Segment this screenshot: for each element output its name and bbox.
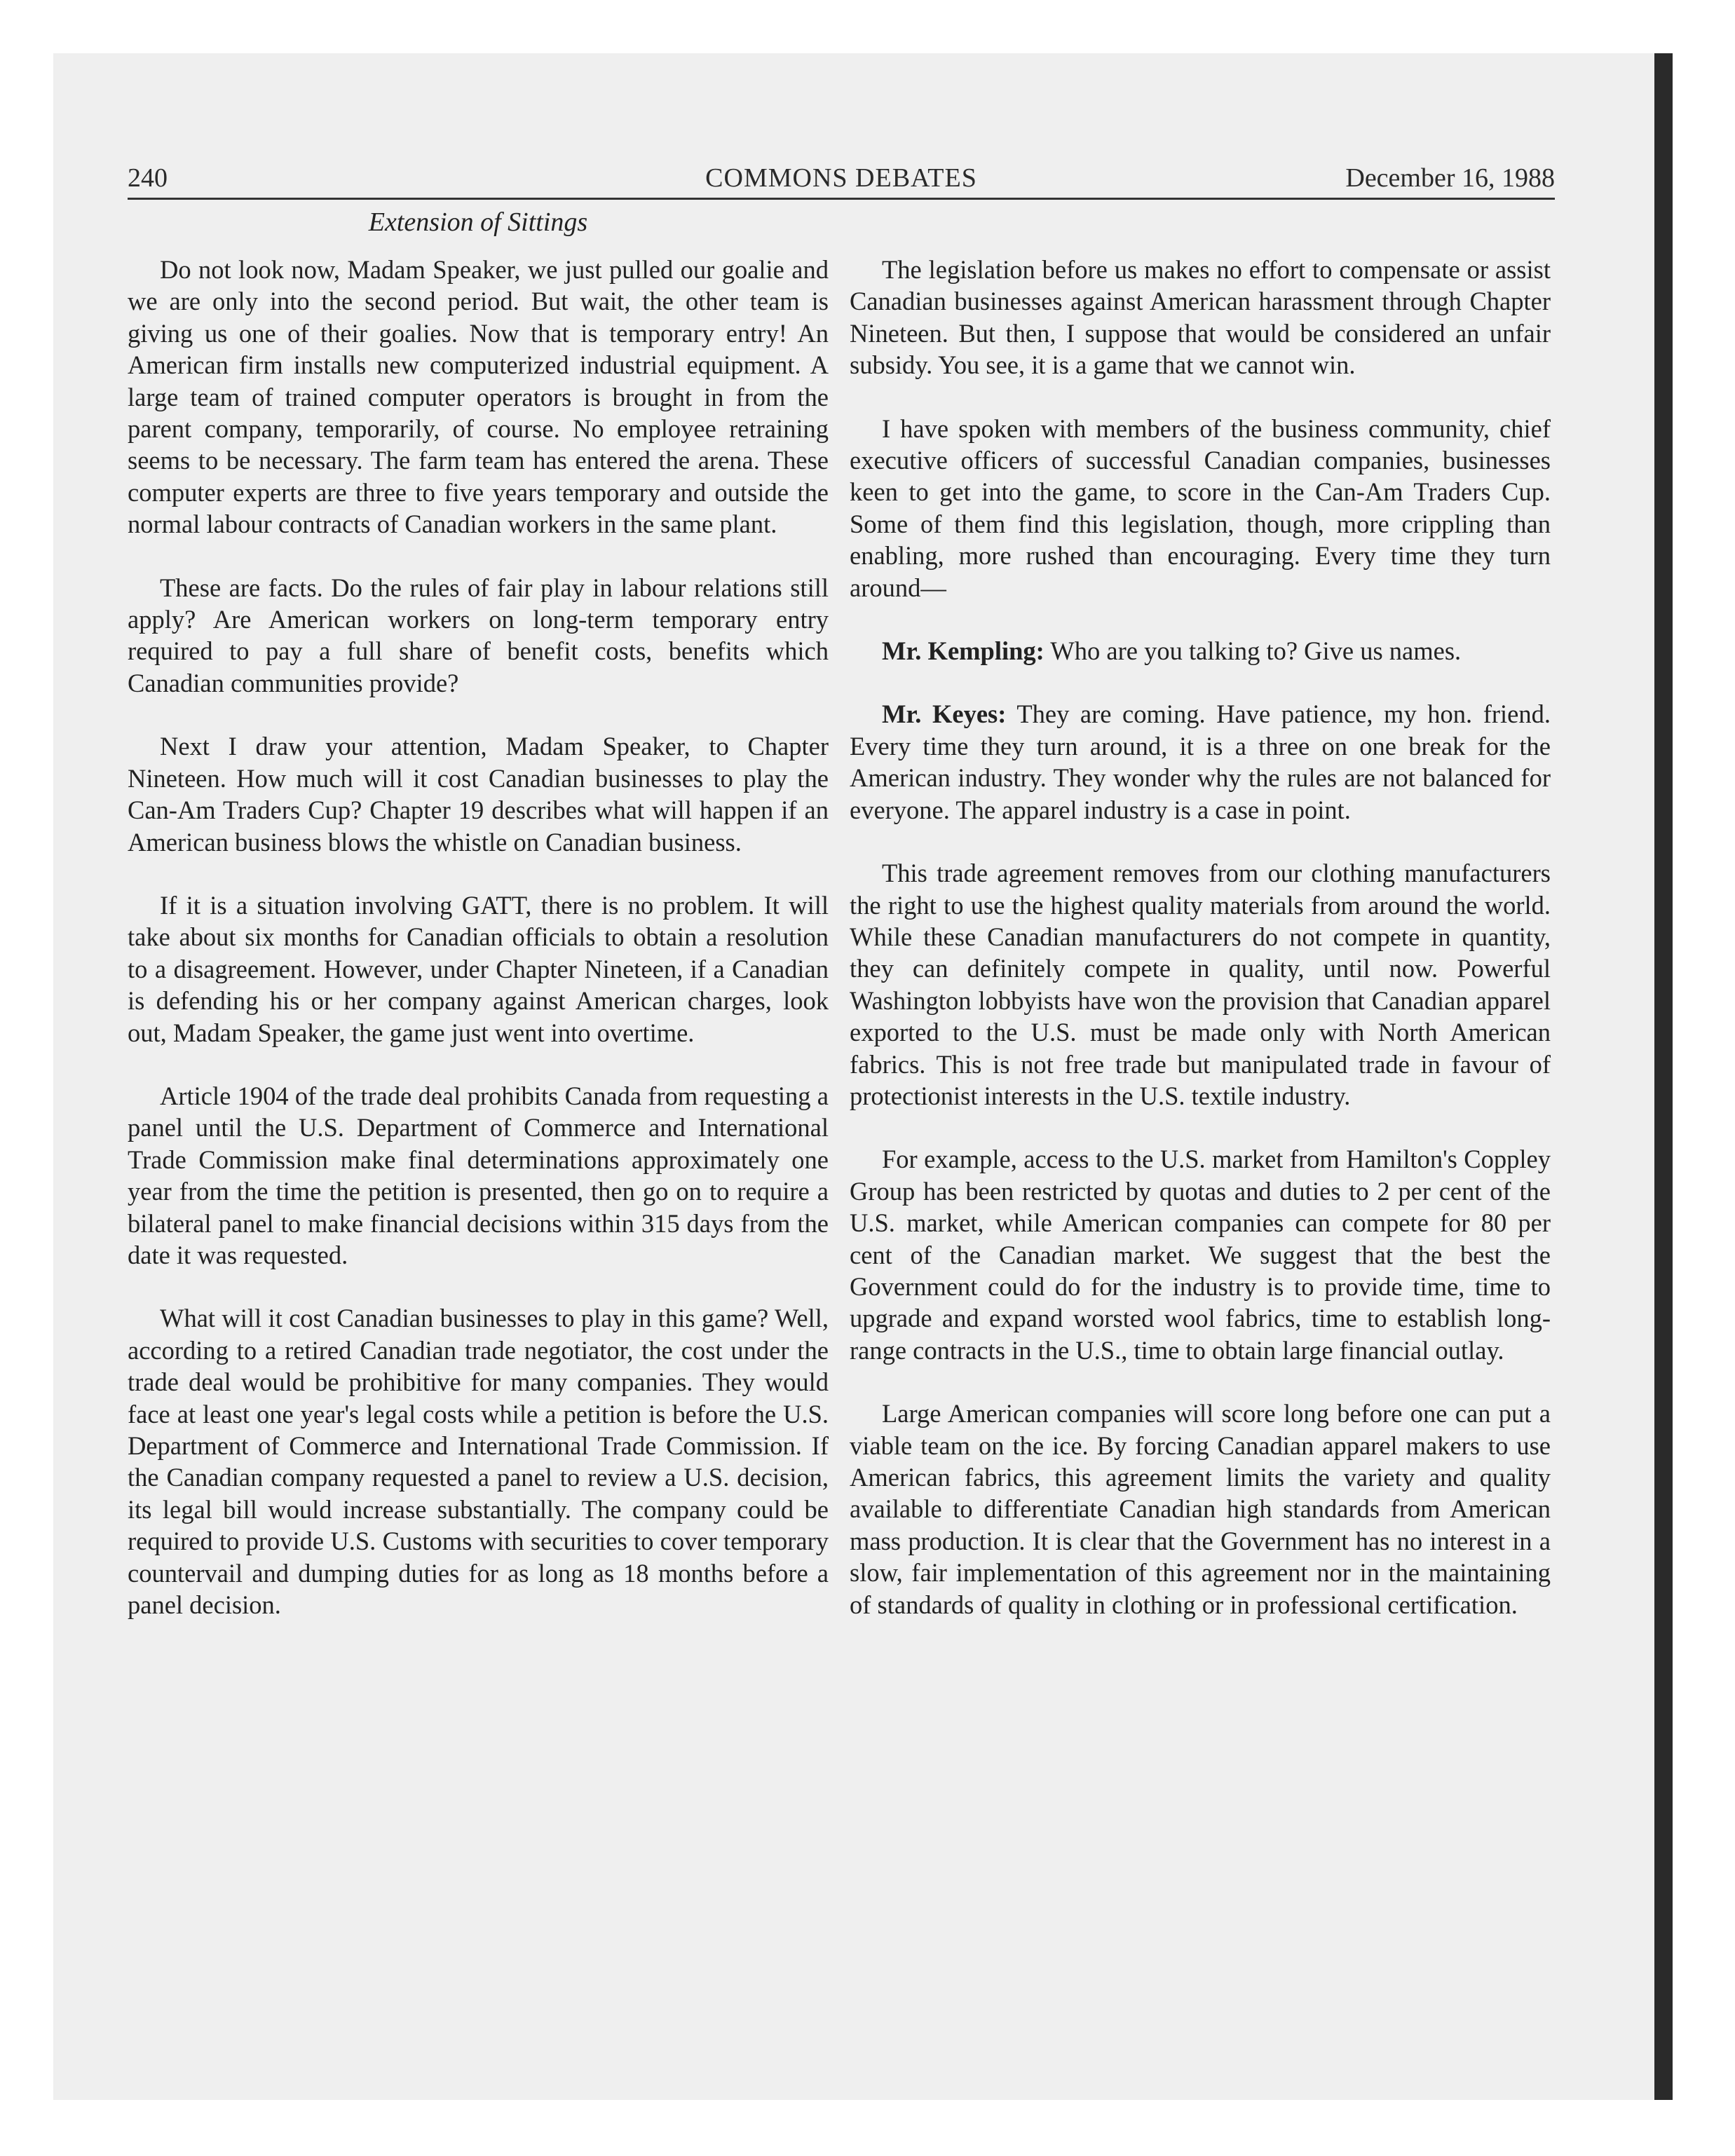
speech-text: They are coming. Have patience, my hon. friend. Every time they turn around, it is a three on one break for the American industry. They wonder why the rules are not balanced for everyone. The apparel industry is a case in point. bbox=[850, 700, 1551, 824]
paragraph: Article 1904 of the trade deal prohibits Canada from requesting a panel until the U.S. Department of Commerce and International Trade Commission make final determinations approximately one year from the time the petition is presented, then go on to require a bilateral panel to make financial decisions within 315 days from the date it was requested. bbox=[128, 1081, 829, 1269]
speech-text: Who are you talking to? Give us names. bbox=[1044, 636, 1462, 666]
right-column bbox=[850, 254, 1551, 1652]
paragraph: What will it cost Canadian businesses to play in this game? Well, according to a retired Canadian trade negotiator, the cost under the trade deal would be prohibitive for many companies. They would face at least one year's legal costs while a petition is before the U.S. Department of Commerce and International Trade Commission. If the Canadian company requested a panel to review a U.S. decision, its legal bill would increase substantially. The company could be required to provide U.S. Customs with securities to cover temporary countervail and dumping duties for as long as 18 months before a panel decision. bbox=[128, 1304, 829, 1620]
left-column bbox=[128, 254, 829, 1652]
paragraph: This trade agreement removes from our clothing manufacturers the right to use the highest quality materials from around the world. While these Canadian manufacturers do not compete in quantity, they can definitely compete in quality, until now. Powerful Washington lobbyists have won the provision that Canadian apparel exported to the U.S. must be made only with North American fabrics. This is not free trade but manipulated trade in favour of protectionist interests in the U.S. textile industry. bbox=[850, 859, 1551, 1110]
paragraph: Do not look now, Madam Speaker, we just pulled our goalie and we are only into the second period. But wait, the other team is giving us one of their goalies. Now that is temporary entry! An American firm installs new computerized industrial equipment. A large team of trained computer operators is brought in from the parent company, temporarily, of course. No employee retraining seems to be necessary. The farm team has entered the arena. These computer experts are three to five years temporary and outside the normal labour contracts of Canadian workers in the same plant. bbox=[128, 255, 829, 539]
paragraph: The legislation before us makes no effort to compensate or assist Canadian businesses against American harassment through Chapter Nineteen. But then, I suppose that would be considered an unfair subsidy. You see, it is a game that we cannot win. bbox=[850, 255, 1551, 380]
paragraph: If it is a situation involving GATT, there is no problem. It will take about six months for Canadian officials to obtain a resolution to a disagreement. However, under Chapter Nineteen, if a Canadian is defending his or her company against American charges, look out, Madam Speaker, the game just went into overtime. bbox=[128, 890, 829, 1047]
paragraph: Large American companies will score long before one can put a viable team on the ice. By forcing Canadian apparel makers to use American fabrics, this agreement limits the variety and quality available to differentiate Canadian high standards from American mass production. It is clear that the Government has no interest in a slow, fair implementation of this agreement nor in the maintaining of standards of quality in clothing or in professional certification. bbox=[850, 1399, 1551, 1619]
speaker-name: Mr. Keyes: bbox=[882, 700, 1007, 729]
speech-paragraph bbox=[850, 698, 1551, 826]
page-header bbox=[128, 158, 1555, 200]
speaker-name: Mr. Kempling: bbox=[882, 636, 1045, 666]
publication-title: COMMONS DEBATES bbox=[705, 163, 977, 193]
issue-date: December 16, 1988 bbox=[1345, 163, 1555, 193]
paragraph: Next I draw your attention, Madam Speaker, to Chapter Nineteen. How much will it cost Canadian businesses to play the Can-Am Traders Cup? Chapter 19 describes what will happen if an American business blows the whistle on Canadian business. bbox=[128, 732, 829, 857]
paragraph: For example, access to the U.S. market from Hamilton's Coppley Group has been restricted by quotas and duties to 2 per cent of the U.S. market, while American companies can compete for 80 per cent of the Canadian market. We suggest that the best the Government could do for the industry is to provide time, time to upgrade and expand worsted wool fabrics, time to establish long-range contracts in the U.S., time to obtain large financial outlay. bbox=[850, 1145, 1551, 1365]
paragraph: These are facts. Do the rules of fair play in labour relations still apply? Are American workers on long-term temporary entry required to pay a full share of benefit costs, benefits which Canadian communities provide? bbox=[128, 573, 829, 697]
page-number: 240 bbox=[128, 163, 168, 193]
scan-edge-bar bbox=[1654, 53, 1673, 2100]
speech-paragraph bbox=[850, 635, 1551, 667]
paragraph: I have spoken with members of the business community, chief executive officers of successful Canadian companies, businesses keen to get into the game, to score in the Can-Am Traders Cup. Some of them find this legislation, though, more crippling than enabling, more rushed than encouraging. Every time they turn around— bbox=[850, 414, 1551, 602]
section-subheading: Extension of Sittings bbox=[368, 207, 588, 237]
